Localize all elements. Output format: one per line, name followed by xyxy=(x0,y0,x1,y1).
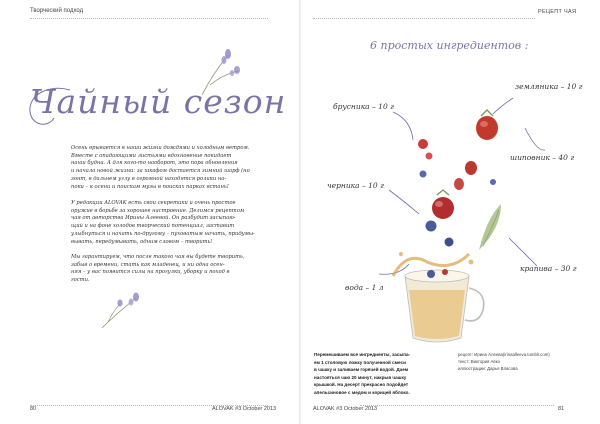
credits-block xyxy=(458,352,588,372)
credit-text: текст: Виктория Авко xyxy=(458,358,501,364)
credit-recipe: рецепт: Ирина Алеевa(irinaalleeva.tumblr.com) xyxy=(458,352,550,357)
closing-paragraph-text: Мы гарантируем, что после такого чая вы будете творить, забыв о времени, стать как младенец, и ни одна осен- няя – у вас появится силы на прогулки, уборку и поход в гости. xyxy=(71,254,245,284)
closing-paragraph xyxy=(71,254,266,285)
page-title: Чайный сезон xyxy=(30,82,287,121)
intro-paragraph-text: Осень врывается в наши жизни дождями и холодным ветром. Вместе с опадающими листьями вдохновение покидает наши будни. А для кого-то наоборот, это пора обновления и начала новой жизни: за шкафом достается зимний шарф (но зонт, в дальнем углу в огромной находятся ролики на- поки – к осени и поискам музы в поисках парках встань! xyxy=(71,145,250,190)
intro-paragraph xyxy=(71,145,266,191)
recipe-instructions-text: Перемешиваем все ингредиенты, засыпа- ем 1 столовую ложку полученной смеси в чашку и заливаем горячей водой. Даем настояться чаю 20 минут, накрыв чашку крышкой. На десерт прекрасно подойдет апельсиновое с медом и корицей яблоко. xyxy=(314,352,411,395)
recipe-instructions xyxy=(314,351,452,397)
ingredient-rosehip-label: шиповник – 40 г xyxy=(510,153,575,162)
ingredient-nettle-label: крапива – 30 г xyxy=(520,264,577,273)
nettle-leaf-drawing xyxy=(479,204,501,250)
strawberry-drawing xyxy=(476,110,498,140)
ingredient-water-label: вода – 1 л xyxy=(345,283,384,292)
glass-cup-drawing xyxy=(405,269,484,342)
left-page-number: 80 xyxy=(30,406,37,412)
right-header-rule xyxy=(313,18,535,19)
ingredient-lingonberry-label: брусника – 10 г xyxy=(333,102,394,111)
right-page-number: 81 xyxy=(558,406,565,412)
left-header-rule xyxy=(30,18,268,19)
right-magazine-issue: ALOVAK #3 October 2013 xyxy=(313,406,378,412)
lingonberry-drawing xyxy=(418,139,433,160)
right-section-tag: РЕЦЕПТ ЧАЯ xyxy=(538,9,577,15)
lavender-sprig-bottom-illustration xyxy=(100,286,140,330)
rosehip-cluster-drawing xyxy=(432,190,454,219)
left-magazine-issue: ALOVAK #3 October 2013 xyxy=(212,406,277,412)
right-footer-rule xyxy=(360,405,554,406)
credit-illustrations: иллюстрации: Дарья Власова xyxy=(458,365,518,371)
middle-paragraph xyxy=(71,200,266,246)
middle-paragraph-text: У редакции ALOVAK есть свои секретики и очень простое оружие в борьбе за хорошее настроение. Делимся рецептом чая от авторства Ирины Алеевой. Он разбудит засыпаю- щий и на фоне холодов творческий потенциал, заставит улыбнуться и начать по-другому – пуховатым начать, придумы- вывать, передумывать, одним словом – творить! xyxy=(71,200,255,245)
ingredient-strawberry-label: земляника – 10 г xyxy=(515,82,583,91)
left-section-tag: Творческий подход xyxy=(30,8,84,14)
ingredient-blueberry-label: черника – 10 г xyxy=(327,181,384,190)
ingredients-heading: 6 простых ингредиентов : xyxy=(370,39,529,52)
